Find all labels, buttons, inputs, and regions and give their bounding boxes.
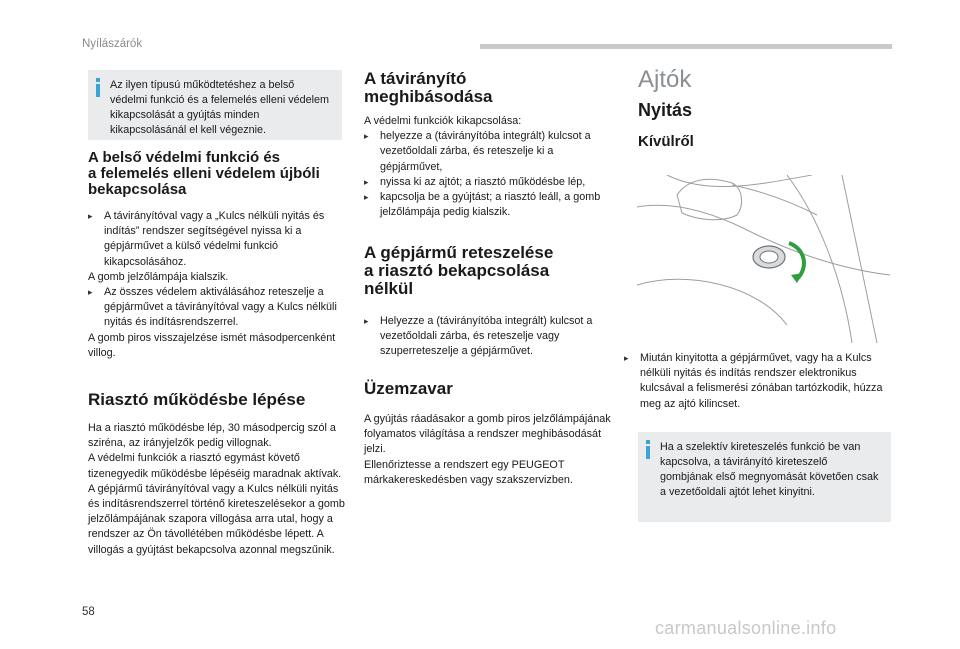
- alarm-triggered-body: [88, 421, 346, 558]
- heading-alarm-triggered: Riasztó működésbe lépése: [88, 390, 306, 409]
- malfunction-body: [364, 412, 614, 488]
- heading-line: A távirányító: [364, 69, 467, 88]
- list-item: ▸ nyissa ki az ajtót; a riasztó működésbe lép,: [364, 175, 614, 190]
- info-note-box: [88, 70, 342, 140]
- list-item: ▸ Miután kinyitotta a gépjárművet, vagy ha a Kulcs nélküli nyitás és indítás rendszer elektronikus kulcsával a felismerési zónában tartózkodik, húzza meg az ajtó kilincset.: [624, 351, 886, 412]
- body-text: A gomb jelzőlámpája kialszik.: [88, 270, 229, 283]
- heading-line: nélkül: [364, 279, 414, 298]
- body-text: A védelmi funkciók kikapcsolása:: [364, 115, 522, 127]
- reactivation-steps: [88, 209, 346, 361]
- heading-line: A belső védelmi funkció és: [88, 149, 281, 166]
- list-item: ▸ A távirányítóval vagy a „Kulcs nélküli nyitás és indítás” rendszer segítségével nyissa ki a gépjárművet a külső védelmi funkció kikapcsolásához.: [88, 209, 346, 270]
- heading-remote-failure: [364, 70, 614, 106]
- body-text: A gyújtás ráadásakor a gomb piros jelzőlámpájának folyamatos világítása a rendszer meghibásodását jelzi. Ellenőriztesse a rendszert egy PEUGEOT márkakereskedésben vagy szakszervizben.: [364, 413, 611, 486]
- heading-line: a riasztó bekapcsolása: [364, 261, 550, 280]
- list-item: ▸ kapcsolja be a gyújtást; a riasztó leáll, a gomb jelzőlámpája pedig kialszik.: [364, 190, 614, 220]
- list-item: ▸ Az összes védelem aktiválásához reteszelje a gépjárművet a távirányítóval vagy a Kulcs nélküli nyitás és indításrendszerrel.: [88, 285, 346, 331]
- lock-without-alarm-body: [364, 314, 614, 360]
- info-note-text: Ha a szelektív kireteszelés funkció be van kapcsolva, a távirányító kireteszelő gombjának első megnyomását követően csak a vezetőoldali ajtót lehet kinyitni.: [660, 441, 879, 498]
- heading-line: A gépjármű reteszelése: [364, 243, 554, 262]
- info-icon: [96, 78, 100, 82]
- watermark: carmanualsonline.info: [655, 618, 837, 638]
- info-icon-bar: [646, 446, 650, 459]
- list-item: ▸ Helyezze a (távirányítóba integrált) kulcsot a vezetőoldali zárba, és reteszelje vagy szuperreteszelje a gépjárművet.: [364, 314, 614, 360]
- heading-line: a felemelés elleni védelem újbóli: [88, 165, 320, 182]
- header-rule: [480, 44, 892, 49]
- heading-line: bekapcsolása: [88, 181, 187, 198]
- body-text: A gomb piros visszajelzése ismét másodpercenként villog.: [88, 331, 336, 359]
- heading-lock-without-alarm: [364, 244, 614, 298]
- list-item: ▸ helyezze a (távirányítóba integrált) kulcsot a vezetőoldali zárba, és reteszelje ki a gépjárművet,: [364, 129, 614, 175]
- info-icon: [646, 440, 650, 444]
- heading-line: meghibásodása: [364, 87, 493, 106]
- heading-reactivation: [88, 150, 348, 198]
- heading-malfunction: Üzemzavar: [364, 379, 453, 398]
- page-number: 58: [82, 606, 95, 618]
- door-handle-illustration: [637, 175, 890, 343]
- info-note-text: Az ilyen típusú működtetéshez a belső védelmi funkció és a felemelés elleni védelem kikapcsolását a gyújtás minden kikapcsolásánál el kell végeznie.: [110, 79, 330, 136]
- body-text: Ha a riasztó működésbe lép, 30 másodpercig szól a sziréna, az irányjelzők pedig villognak. A védelmi funkciók a riasztó egymást követő tizenegyedik működésbe lépéséig maradnak aktívak. A gépjármű távirányítóval vagy a Kulcs nélküli nyitás és indításrendszerrel történő kireteszelésekor a gomb jelzőlámpájának szapora villogása arra utal, hogy a rendszer az Ön távollétében működésbe lépett. A villogás a gyújtást bekapcsolva azonnal megszűnik.: [88, 422, 345, 556]
- chapter-title: Ajtók: [638, 66, 692, 93]
- section-label: Nyílászárók: [82, 38, 143, 50]
- car-door-image: [637, 175, 890, 343]
- info-note-box: [638, 432, 891, 522]
- info-icon-bar: [96, 84, 100, 97]
- remote-failure-body: [364, 114, 614, 220]
- heading-from-outside: Kívülről: [638, 133, 694, 150]
- heading-opening: Nyitás: [638, 100, 693, 120]
- opening-instructions: [624, 351, 886, 412]
